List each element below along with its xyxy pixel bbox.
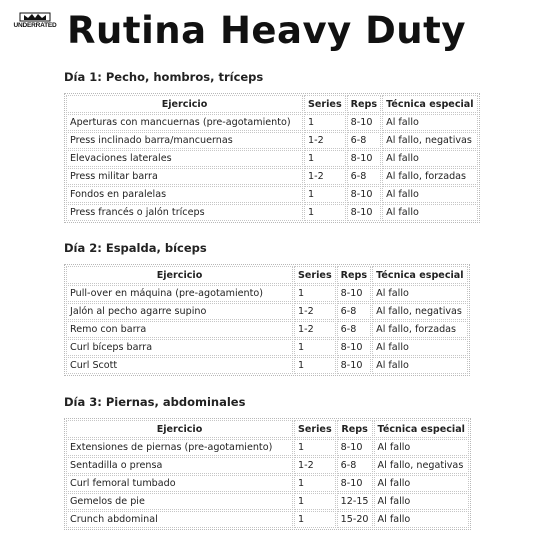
table-row [66,439,469,456]
table-cell: Crunch abdominal [66,511,293,528]
table-cell: Al fallo [382,114,477,131]
table-row [66,132,478,149]
table-cell: 1 [304,114,346,131]
table-row [66,114,478,131]
table-cell: Al fallo [372,357,467,374]
table-cell: Al fallo [374,511,469,528]
table-cell: 12-15 [337,493,373,510]
table-cell: 8-10 [347,186,381,203]
table-row [66,357,468,374]
table-cell: Al fallo, forzadas [382,168,477,185]
table-cell: 1 [294,475,336,492]
table-cell: 8-10 [347,150,381,167]
table-cell: 1 [294,493,336,510]
logo-text: UNDERRATED [13,22,57,29]
table-body [66,285,468,374]
day-heading: Día 2: Espalda, bíceps [64,241,207,255]
table-row [66,339,468,356]
table-cell: Press militar barra [66,168,303,185]
table-cell: Press inclinado barra/mancuernas [66,132,303,149]
table-cell: 8-10 [337,339,371,356]
table-cell: 8-10 [337,285,371,302]
column-header: Reps [337,266,371,284]
table-cell: Elevaciones laterales [66,150,303,167]
column-header: Técnica especial [372,266,467,284]
column-header: Series [294,420,336,438]
table-row [66,511,469,528]
table-cell: Al fallo, negativas [382,132,477,149]
column-header: Ejercicio [66,266,293,284]
table-cell: 8-10 [347,114,381,131]
table-cell: Al fallo [374,493,469,510]
column-header: Técnica especial [374,420,469,438]
routine-table [64,418,471,530]
table-cell: Aperturas con mancuernas (pre-agotamiento) [66,114,303,131]
table-cell: 1 [294,339,336,356]
table-cell: Curl bíceps barra [66,339,293,356]
table-cell: Jalón al pecho agarre supino [66,303,293,320]
table-row [66,321,468,338]
table-row [66,186,478,203]
table-cell: 1 [304,204,346,221]
day-heading: Día 3: Piernas, abdominales [64,395,246,409]
table-header-row [66,420,469,438]
day-section-1 [64,69,480,223]
column-header: Ejercicio [66,95,303,113]
table-cell: Pull-over en máquina (pre-agotamiento) [66,285,293,302]
table-cell: 6-8 [337,303,371,320]
table-row [66,204,478,221]
table-header-row [66,95,478,113]
day-section-3 [64,394,471,530]
table-cell: Al fallo, forzadas [372,321,467,338]
table-cell: 6-8 [347,132,381,149]
table-cell: Al fallo [372,285,467,302]
table-cell: 8-10 [337,357,371,374]
column-header: Series [304,95,346,113]
table-cell: 8-10 [337,475,373,492]
table-cell: Remo con barra [66,321,293,338]
table-cell: 1 [294,439,336,456]
table-cell: Gemelos de pie [66,493,293,510]
day-section-2 [64,240,470,376]
table-cell: 6-8 [347,168,381,185]
table-cell: 1 [304,150,346,167]
table-cell: 8-10 [347,204,381,221]
column-header: Series [294,266,336,284]
table-cell: Curl Scott [66,357,293,374]
column-header: Reps [337,420,373,438]
table-cell: Al fallo [372,339,467,356]
table-cell: 1 [304,186,346,203]
table-row [66,285,468,302]
column-header: Ejercicio [66,420,293,438]
table-cell: Curl femoral tumbado [66,475,293,492]
table-row [66,150,478,167]
table-cell: 8-10 [337,439,373,456]
table-cell: 1 [294,357,336,374]
table-cell: Al fallo, negativas [374,457,469,474]
table-cell: Sentadilla o prensa [66,457,293,474]
table-body [66,439,469,528]
table-row [66,493,469,510]
table-cell: Extensiones de piernas (pre-agotamiento) [66,439,293,456]
table-cell: Al fallo [382,204,477,221]
table-body [66,114,478,221]
table-cell: 1-2 [304,132,346,149]
table-cell: Al fallo [382,150,477,167]
table-cell: Press francés o jalón tríceps [66,204,303,221]
day-heading: Día 1: Pecho, hombros, tríceps [64,70,264,84]
table-cell: Al fallo [374,439,469,456]
table-cell: 1-2 [294,321,336,338]
table-cell: Al fallo, negativas [372,303,467,320]
table-row [66,303,468,320]
table-cell: Fondos en paralelas [66,186,303,203]
table-cell: 15-20 [337,511,373,528]
table-cell: 6-8 [337,457,373,474]
table-cell: Al fallo [374,475,469,492]
table-cell: 1 [294,285,336,302]
table-cell: 6-8 [337,321,371,338]
table-row [66,457,469,474]
table-row [66,475,469,492]
table-cell: Al fallo [382,186,477,203]
column-header: Técnica especial [382,95,477,113]
table-cell: 1-2 [304,168,346,185]
table-header-row [66,266,468,284]
routine-table [64,264,470,376]
column-header: Reps [347,95,381,113]
table-row [66,168,478,185]
page-title: Rutina Heavy Duty [67,9,466,52]
table-cell: 1-2 [294,457,336,474]
table-cell: 1-2 [294,303,336,320]
table-cell: 1 [294,511,336,528]
routine-table [64,93,480,223]
